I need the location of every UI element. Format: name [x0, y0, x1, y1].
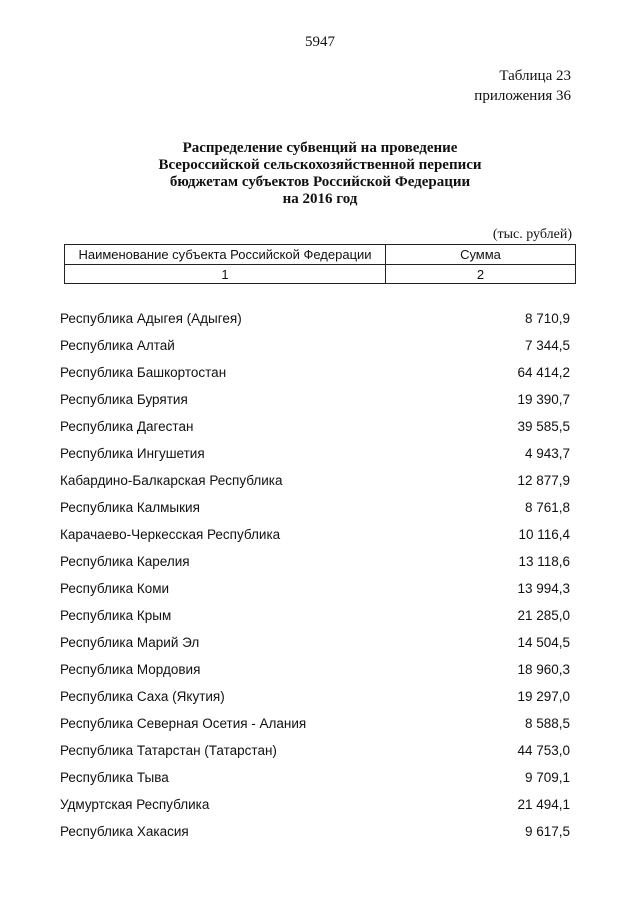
region-amount: 19 297,0: [517, 689, 570, 704]
table-row: [60, 797, 570, 824]
table-row: [60, 419, 570, 446]
table-row: [60, 824, 570, 851]
region-name: Республика Дагестан: [60, 419, 194, 434]
table-row: [60, 554, 570, 581]
region-name: Республика Хакасия: [60, 824, 189, 839]
table-row: [60, 338, 570, 365]
region-name: Республика Мордовия: [60, 662, 201, 677]
region-name: Республика Северная Осетия - Алания: [60, 716, 307, 731]
table-ref-line1: Таблица 23: [499, 68, 571, 84]
table-row: [60, 473, 570, 500]
region-name: Карачаево-Черкесская Республика: [60, 527, 281, 542]
region-amount: 8 710,9: [524, 311, 570, 326]
region-name: Республика Татарстан (Татарстан): [60, 743, 277, 758]
region-name: Республика Башкортостан: [60, 365, 227, 380]
region-amount: 9 617,5: [524, 824, 570, 839]
title-line3: бюджетам субъектов Российской Федерации: [169, 174, 471, 190]
table-ref-line2: приложения 36: [474, 88, 571, 104]
region-amount: 10 116,4: [518, 527, 570, 542]
table-reference: [474, 66, 571, 106]
region-amount: 21 285,0: [517, 608, 570, 623]
table-row: [60, 446, 570, 473]
table-row: [60, 392, 570, 419]
table-row: [60, 311, 570, 338]
document-title: [0, 140, 640, 208]
region-name: Республика Тыва: [60, 770, 169, 785]
region-name: Республика Марий Эл: [60, 635, 200, 650]
title-line4: на 2016 год: [282, 191, 358, 207]
region-name: Республика Ингушетия: [60, 446, 205, 461]
region-name: Республика Бурятия: [60, 392, 188, 407]
region-amount: 8 761,8: [524, 500, 570, 515]
region-name: Кабардино-Балкарская Республика: [60, 473, 283, 488]
region-name: Республика Адыгея (Адыгея): [60, 311, 242, 326]
region-amount: 18 960,3: [517, 662, 570, 677]
region-amount: 19 390,7: [517, 392, 570, 407]
header-num-1: 1: [65, 265, 386, 284]
region-name: Удмуртская Республика: [60, 797, 210, 812]
table-row: [60, 716, 570, 743]
region-amount: 9 709,1: [524, 770, 570, 785]
region-name: Республика Саха (Якутия): [60, 689, 225, 704]
table-header: [64, 244, 576, 284]
table-row: [60, 608, 570, 635]
header-col-sum: Сумма: [386, 245, 576, 265]
table-row: [60, 743, 570, 770]
table-row: [60, 635, 570, 662]
title-line2: Всероссийской сельскохозяйственной переписи: [158, 157, 482, 173]
header-col-name: Наименование субъекта Российской Федерации: [65, 245, 386, 265]
region-name: Республика Крым: [60, 608, 172, 623]
region-name: Республика Калмыкия: [60, 500, 200, 515]
region-amount: 64 414,2: [517, 365, 570, 380]
table-body: [60, 311, 570, 851]
table-row: [60, 365, 570, 392]
table-row: [60, 527, 570, 554]
region-amount: 7 344,5: [524, 338, 570, 353]
region-amount: 39 585,5: [517, 419, 570, 434]
region-amount: 12 877,9: [517, 473, 570, 488]
units-label: (тыс. рублей): [492, 227, 572, 242]
region-amount: 4 943,7: [524, 446, 570, 461]
region-amount: 8 588,5: [524, 716, 570, 731]
table-row: [60, 689, 570, 716]
region-amount: 13 994,3: [517, 581, 570, 596]
region-name: Республика Коми: [60, 581, 170, 596]
region-name: Республика Алтай: [60, 338, 175, 353]
region-name: Республика Карелия: [60, 554, 190, 569]
region-amount: 21 494,1: [517, 797, 570, 812]
header-row: [65, 245, 576, 265]
header-num-2: 2: [386, 265, 576, 284]
table-row: [60, 662, 570, 689]
header-number-row: [65, 265, 576, 284]
page-number: 5947: [305, 34, 335, 50]
table-row: [60, 770, 570, 797]
region-amount: 13 118,6: [518, 554, 570, 569]
table-row: [60, 500, 570, 527]
table-row: [60, 581, 570, 608]
region-amount: 44 753,0: [517, 743, 570, 758]
region-amount: 14 504,5: [517, 635, 570, 650]
title-line1: Распределение субвенций на проведение: [182, 140, 458, 156]
